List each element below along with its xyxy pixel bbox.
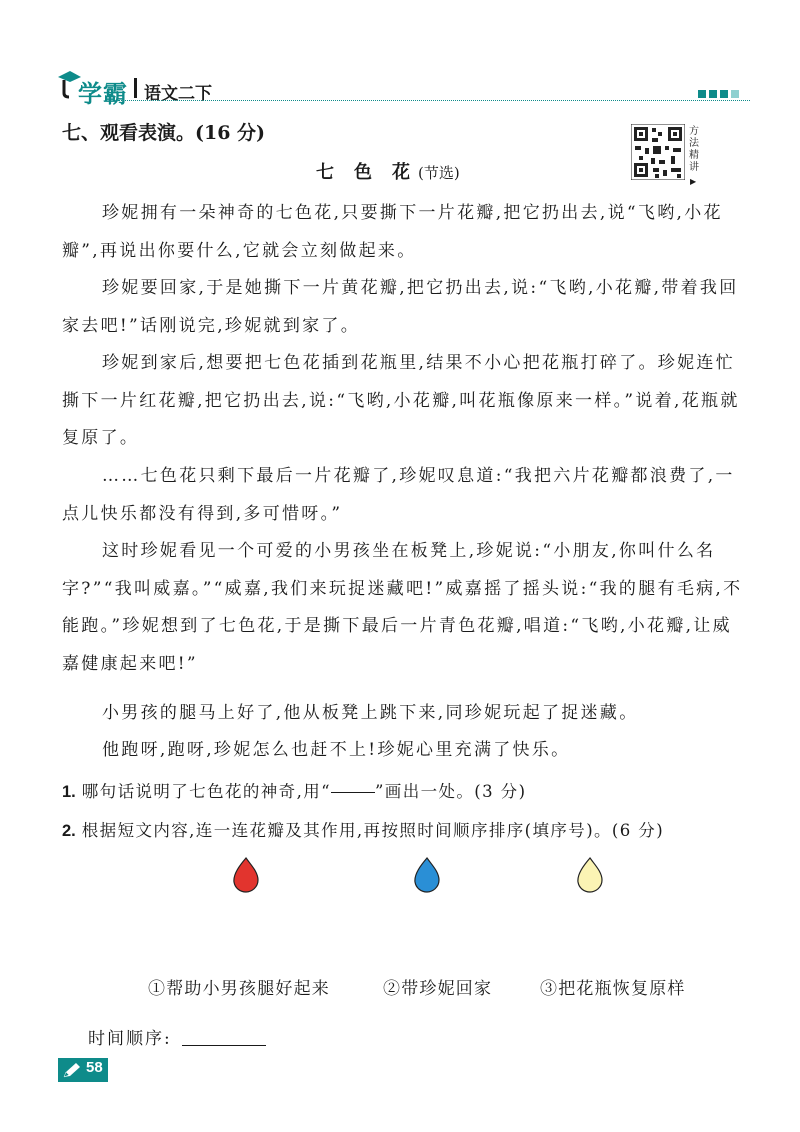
header-square: [709, 90, 717, 98]
order-answer-line[interactable]: [182, 1045, 266, 1046]
blue-petal-icon[interactable]: [413, 857, 441, 893]
underline-sample: [331, 792, 375, 793]
section-title: 七、观看表演。(16 分): [62, 122, 266, 144]
page-number-badge: [58, 1058, 108, 1082]
red-petal-icon[interactable]: [232, 857, 260, 893]
option-1[interactable]: ①帮助小男孩腿好起来: [148, 979, 330, 999]
question-number: 1.: [62, 783, 76, 801]
header-dotted-rule: [118, 100, 750, 101]
brand-logo-text: 学霸: [78, 80, 128, 108]
question-text: 根据短文内容,连一连花瓣及其作用,再按照时间顺序排序(填序号)。(6 分): [81, 821, 665, 840]
story-paragraph: 小男孩的腿马上好了,他从板凳上跳下来,同珍妮玩起了捉迷藏。: [102, 703, 639, 723]
question-text: 哪句话说明了七色花的神奇,用“: [81, 782, 331, 801]
question-2: [62, 817, 664, 841]
story-paragraph: 这时珍妮看见一个可爱的小男孩坐在板凳上,珍妮说:“小朋友,你叫什么名字?”“我叫威嘉。”“威嘉,我们来玩捉迷藏吧!”威嘉摇了摇头说:“我的腿有毛病,不能跑。”珍妮想到了七色花,于是撕下最后一片青色花瓣,唱道:“飞哟,小花瓣,让威嘉健康起来吧!”: [62, 541, 743, 674]
question-number: 2.: [62, 822, 76, 840]
story-paragraph: 他跑呀,跑呀,珍妮怎么也赶不上!珍妮心里充满了快乐。: [102, 740, 571, 760]
page-number: 58: [86, 1059, 103, 1076]
story-paragraph: 珍妮到家后,想要把七色花插到花瓶里,结果不小心把花瓶打碎了。珍妮连忙撕下一片红花瓣,把它扔出去,说:“飞哟,小花瓣,叫花瓶像原来一样。”说着,花瓶就复原了。: [62, 353, 740, 448]
story-paragraph: 珍妮拥有一朵神奇的七色花,只要撕下一片花瓣,把它扔出去,说“飞哟,小花瓣”,再说出你要什么,它就会立刻做起来。: [62, 203, 723, 261]
brand-divider: [134, 78, 137, 98]
story-paragraph: 珍妮要回家,于是她撕下一片黄花瓣,把它扔出去,说:“飞哟,小花瓣,带着我回家去吧!”话刚说完,珍妮就到家了。: [62, 278, 739, 336]
story-title: 七色花: [316, 162, 430, 183]
story-paragraph: ……七色花只剩下最后一片花瓣了,珍妮叹息道:“我把六片花瓣都浪费了,一点儿快乐都没有得到,多可惜呀。”: [62, 466, 735, 524]
question-text: ”画出一处。(3 分): [374, 782, 527, 801]
question-1: [62, 778, 526, 802]
option-3[interactable]: ③把花瓶恢复原样: [540, 979, 686, 999]
pencil-icon: [62, 1061, 82, 1079]
qr-code-icon[interactable]: [631, 124, 685, 180]
header-square: [731, 90, 739, 98]
play-icon[interactable]: ▶: [690, 177, 697, 186]
order-label: 时间顺序:: [88, 1029, 172, 1049]
header-square: [720, 90, 728, 98]
qr-caption: 方法精讲: [689, 126, 699, 173]
subject-label: 语文二下: [144, 84, 212, 104]
page-header: [48, 66, 748, 106]
option-2[interactable]: ②带珍妮回家: [383, 979, 493, 999]
story-title-note: (节选): [418, 164, 460, 182]
header-square: [698, 90, 706, 98]
yellow-petal-icon[interactable]: [576, 857, 604, 893]
